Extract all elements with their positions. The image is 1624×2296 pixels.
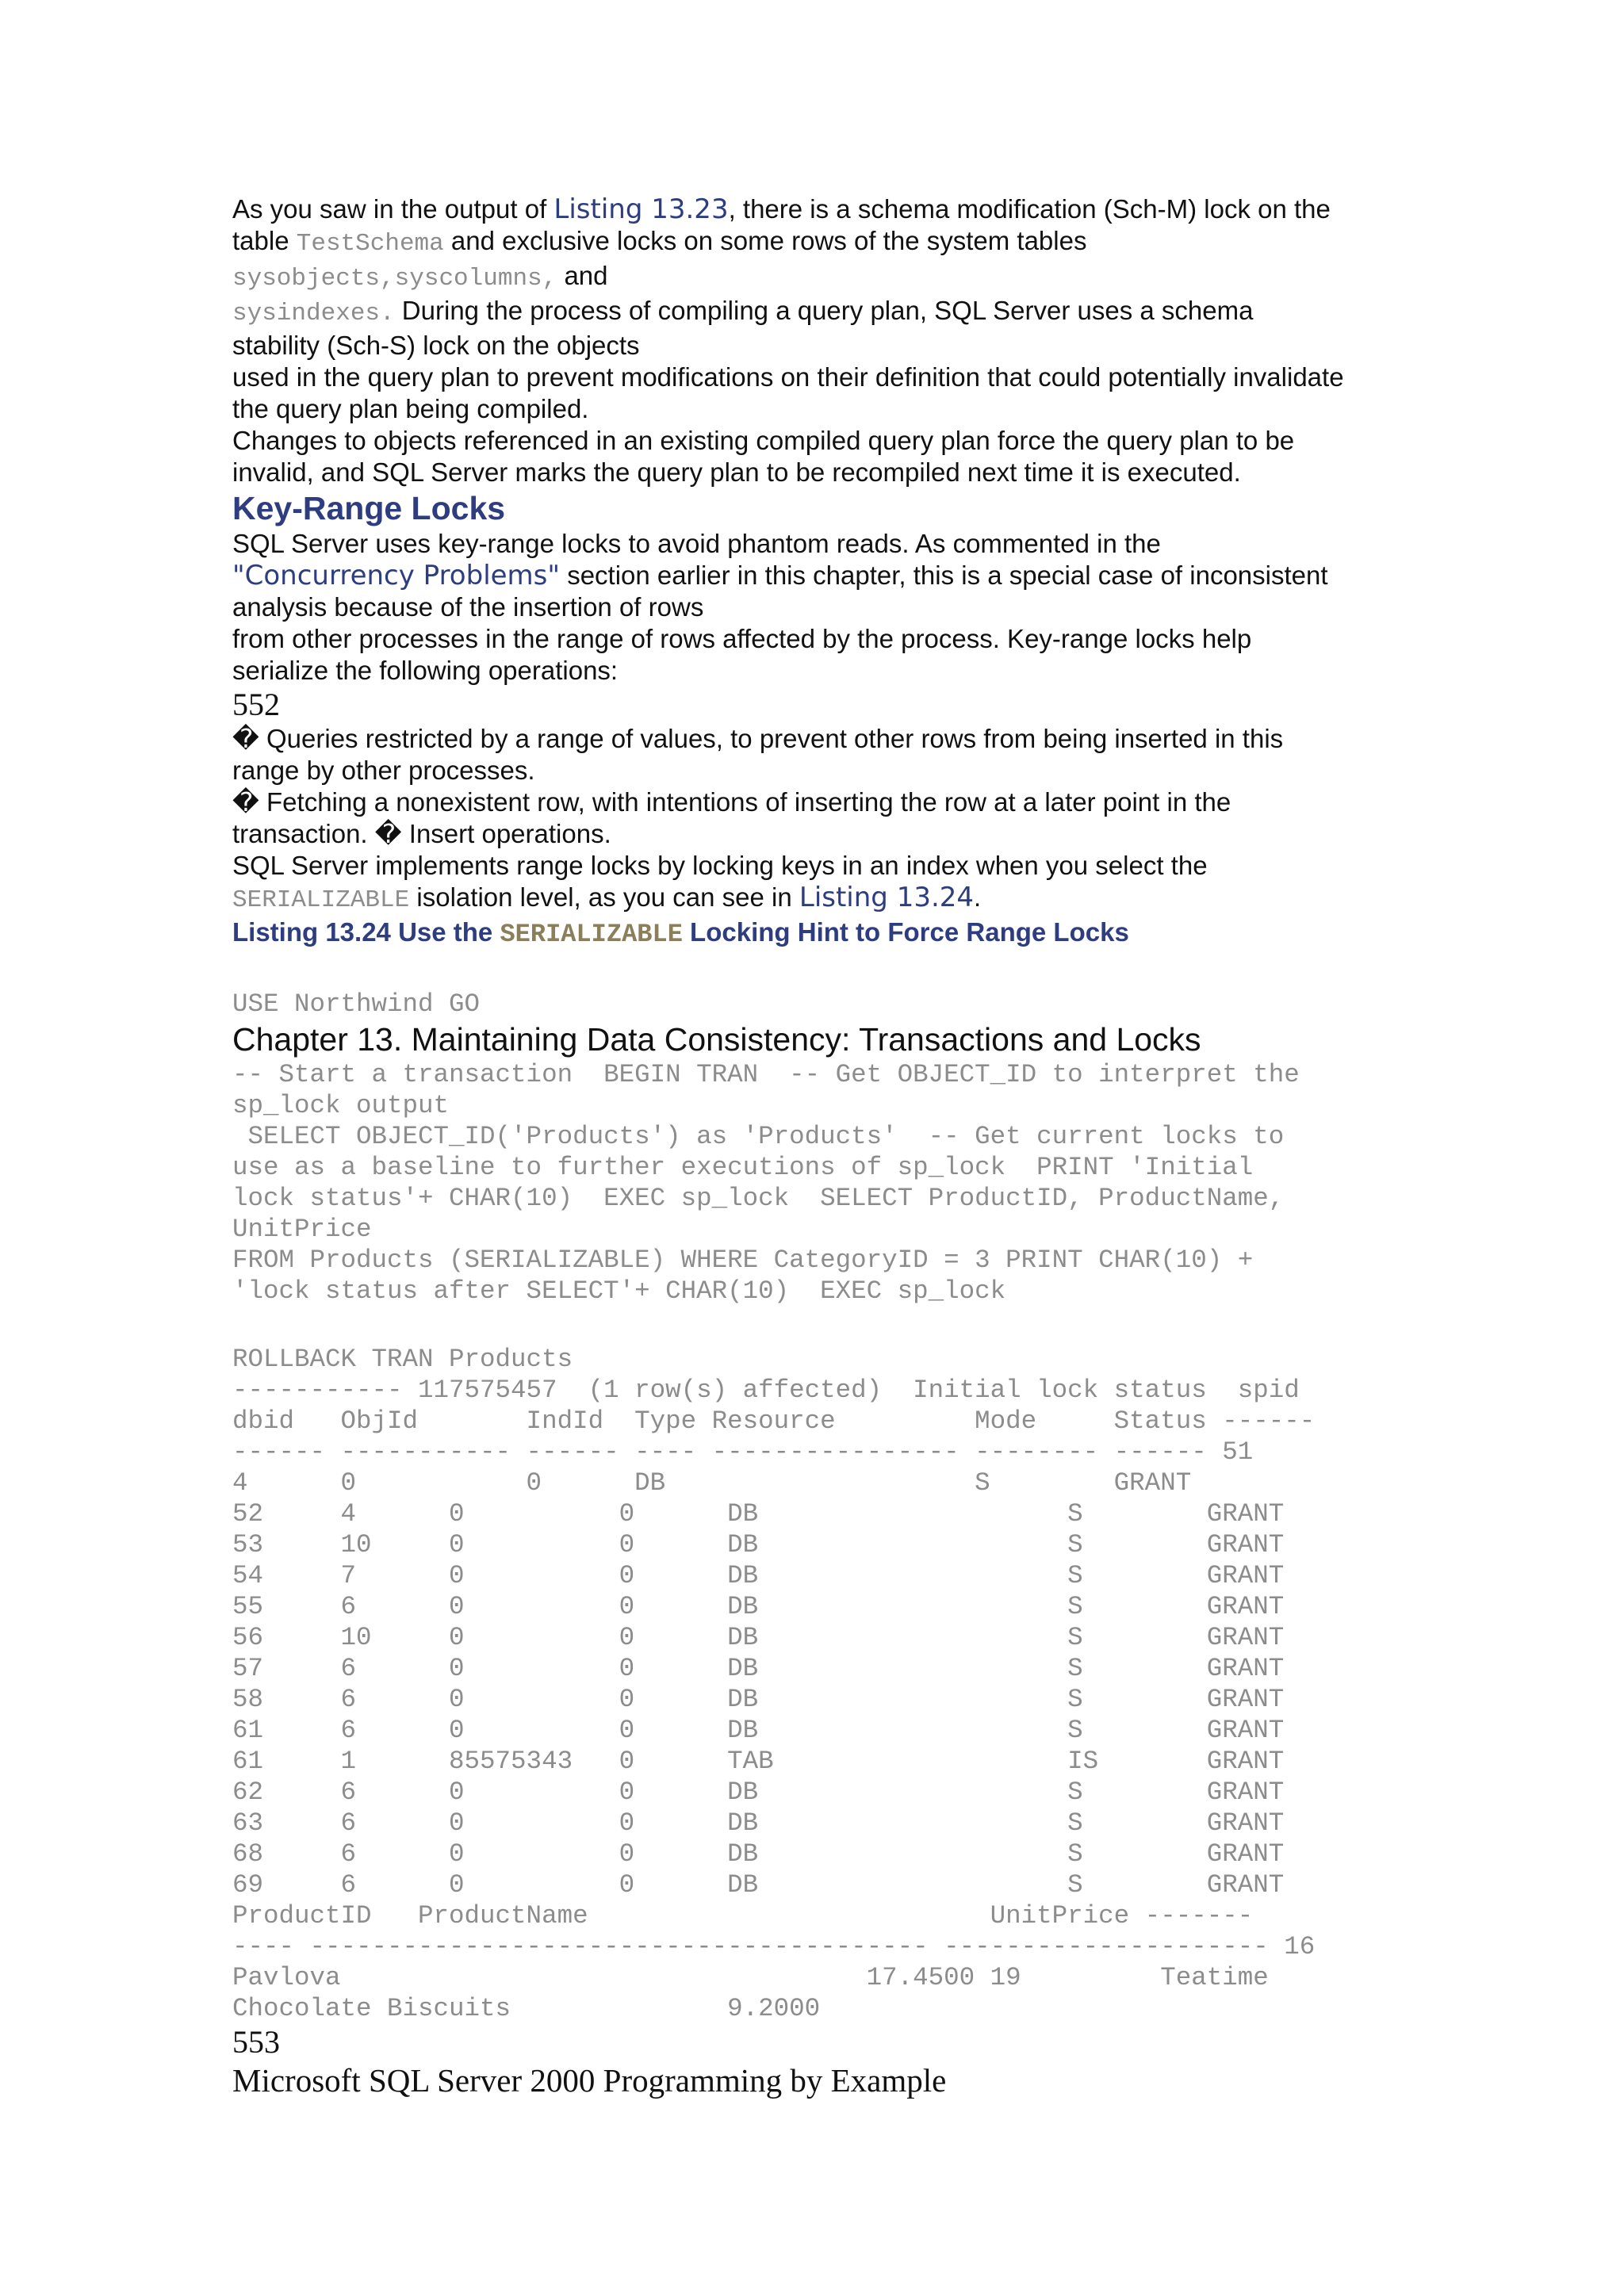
- text: table: [232, 226, 297, 255]
- code-sysindexes: sysindexes.: [232, 300, 395, 327]
- text-line: invalid, and SQL Server marks the query plan to be recompiled next time it is executed.: [232, 457, 1241, 487]
- listing-caption: [232, 916, 1398, 951]
- link-listing-13-23[interactable]: Listing 13.23: [553, 193, 729, 225]
- paragraph-key-range: [232, 528, 1398, 687]
- bullet-text: Insert operations.: [401, 819, 611, 848]
- bullet-glyph: �: [374, 819, 402, 848]
- chapter-running-header: Chapter 13. Maintaining Data Consistency: Transactions and Locks: [232, 1021, 1201, 1058]
- code-use-northwind: USE Northwind GO: [232, 989, 481, 1019]
- text-line: analysis because of the insertion of rows: [232, 592, 704, 622]
- link-concurrency-problems[interactable]: "Concurrency Problems": [232, 560, 561, 591]
- text: isolation level, as you can see in: [409, 882, 799, 912]
- paragraph-range-locks: [232, 850, 1398, 916]
- code-serializable: SERIALIZABLE: [232, 886, 410, 914]
- text-line: from other processes in the range of rows affected by the process. Key-range locks help: [232, 624, 1252, 653]
- bullet-text: range by other processes.: [232, 756, 535, 785]
- bullet-text: transaction.: [232, 819, 368, 848]
- spacer: [232, 1307, 1398, 1344]
- bullet-glyph: �: [232, 787, 259, 817]
- code-testschema: TestSchema: [296, 230, 444, 258]
- book-title: Microsoft SQL Server 2000 Programming by Example: [232, 2062, 947, 2099]
- text: During the process of compiling a query plan, SQL Server uses a schema: [394, 296, 1254, 325]
- text: and: [557, 261, 608, 290]
- sp-lock-output: ROLLBACK TRAN Products ----------- 117575457 (1 row(s) affected) Initial lock status spid dbid ObjId IndId Type Resource Mode Status ------ ------ ----------- ------ ---- ---------------- -------- ------ 51 4 0 0 DB S GRANT 52 4 0 0 DB S GRANT 53 10 0 0 DB S GRANT 54 7 0 0 DB S GRANT 55 6 0 0 DB S GRANT 56 10 0 0 DB S GRANT 57 6 0 0 DB S GRANT 58 6 0 0 DB S GRANT 61 6 0 0 DB S GRANT 61 1 85575343 0 TAB IS GRANT 62 6 0 0 DB S GRANT 63 6 0 0 DB S GRANT 68 6 0 0 DB S GRANT 69 6 0 0 DB S GRANT ProductID ProductName UnitPrice ------- ---- ---------------------------------------- --------------------- 16 Pavlova 17.4500 19 Teatime Chocolate Biscuits 9.2000: [232, 1345, 1316, 2023]
- code-listing: -- Start a transaction BEGIN TRAN -- Get OBJECT_ID to interpret the sp_lock output SELECT OBJECT_ID('Products') as 'Products' -- Get current locks to use as a baseline to further executions of sp_lock PRINT 'Initial lock status'+ CHAR(10) EXEC sp_lock SELECT ProductID, ProductName, UnitPrice FROM Products (SERIALIZABLE) WHERE CategoryID = 3 PRINT CHAR(10) + 'lock status after SELECT'+ CHAR(10) EXEC sp_lock: [232, 1060, 1300, 1306]
- text: and exclusive locks on some rows of the system tables: [443, 226, 1087, 255]
- paragraph-listing-13-23: [232, 193, 1398, 488]
- text: , there is a schema modification (Sch-M) lock on the: [728, 194, 1331, 224]
- text: .: [974, 882, 982, 912]
- document-page: [232, 193, 1398, 2100]
- text-line: SQL Server uses key-range locks to avoid phantom reads. As commented in the: [232, 529, 1161, 558]
- text-line: serialize the following operations:: [232, 656, 619, 685]
- page-number-553: 553: [232, 2024, 280, 2060]
- bullet-glyph: �: [232, 724, 259, 753]
- text-line: stability (Sch-S) lock on the objects: [232, 331, 640, 360]
- page-number-552: 552: [232, 687, 280, 722]
- bullet-text: Fetching a nonexistent row, with intentions of inserting the row at a later point in the: [259, 787, 1231, 817]
- link-listing-13-24[interactable]: Listing 13.24: [799, 882, 975, 913]
- text: As you saw in the output of: [232, 194, 554, 224]
- spacer: [232, 951, 1398, 989]
- text-line: used in the query plan to prevent modifications on their definition that could potentially invalidate: [232, 362, 1344, 392]
- caption-text: Locking Hint to Force Range Locks: [682, 917, 1129, 947]
- text-line: Changes to objects referenced in an existing compiled query plan force the query plan to be: [232, 426, 1295, 455]
- text-line: the query plan being compiled.: [232, 394, 589, 423]
- section-heading: Key-Range Locks: [232, 490, 506, 526]
- bullet-list: [232, 723, 1398, 850]
- text-line: SQL Server implements range locks by locking keys in an index when you select the: [232, 851, 1208, 880]
- code-sysobjects-syscolumns: sysobjects,syscolumns,: [232, 265, 557, 293]
- caption-code: SERIALIZABLE: [500, 920, 683, 949]
- bullet-text: Queries restricted by a range of values, to prevent other rows from being inserted in this: [259, 724, 1284, 753]
- caption-text: Listing 13.24 Use the: [232, 917, 500, 947]
- text: section earlier in this chapter, this is a special case of inconsistent: [560, 561, 1328, 590]
